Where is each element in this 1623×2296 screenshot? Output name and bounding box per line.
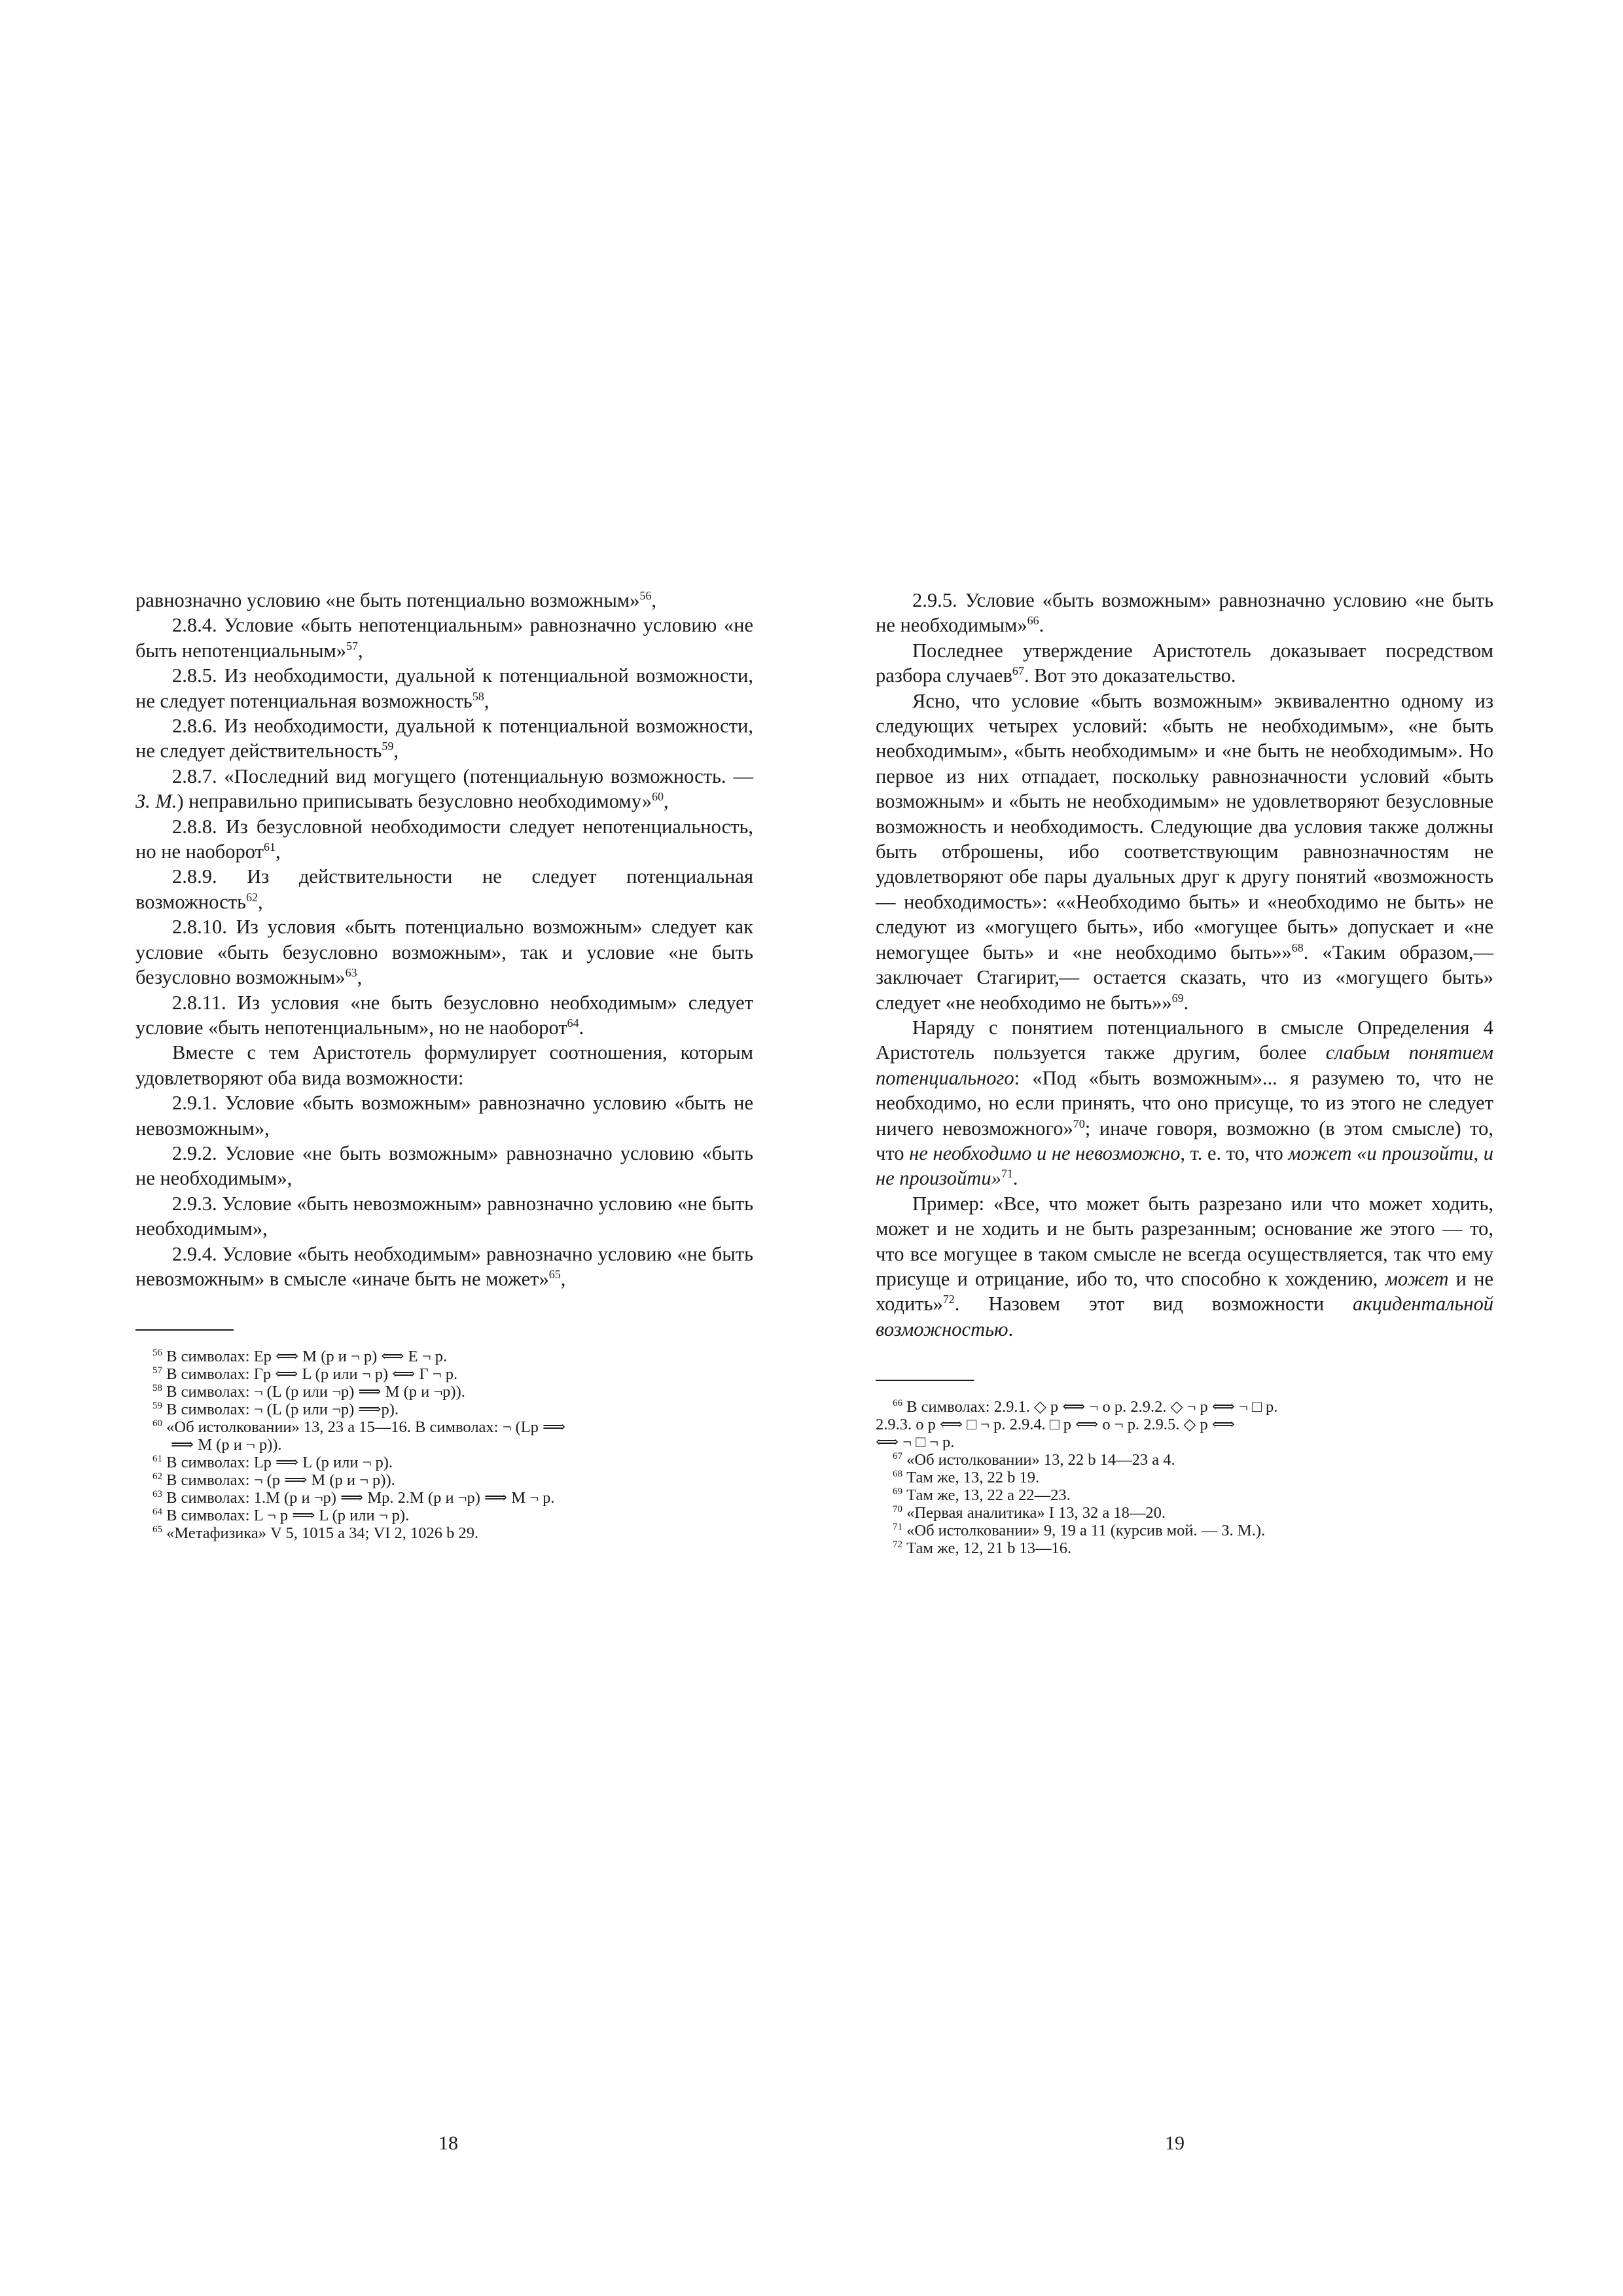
- text-run: 2.9.2. Условие «не быть возможным» равнозначно условию «быть не необходимым»,: [135, 1141, 753, 1190]
- paragraph: [135, 990, 753, 1041]
- text-run: .: [1183, 991, 1189, 1014]
- paragraph: [135, 613, 753, 663]
- footnote: [135, 1489, 753, 1507]
- italic-text: З. М.: [135, 790, 177, 813]
- footnote-number: 58: [152, 1383, 162, 1394]
- footnote-number: 61: [152, 1454, 162, 1465]
- right-footnote-rule: [876, 1380, 974, 1381]
- footnote-text: Там же, 13, 22 а 22—23.: [906, 1486, 1071, 1505]
- footnote-text: В символах: 1.M (p и ¬p) ⟹ Mp. 2.M (p и ¬p) ⟹ M ¬ p.: [166, 1489, 555, 1507]
- paragraph: [135, 1040, 753, 1090]
- text-run: .: [579, 1016, 584, 1039]
- footnote-text: В символах: L ¬ p ⟹ L (p или ¬ p).: [166, 1507, 410, 1525]
- footnote: [135, 1524, 753, 1542]
- footnote-text: Там же, 12, 21 b 13—16.: [906, 1539, 1072, 1558]
- text-run: .: [1008, 1318, 1014, 1340]
- footnote: [876, 1504, 1493, 1522]
- paragraph: [135, 814, 753, 865]
- paragraph: [135, 1191, 753, 1242]
- footnote-text: ⟺ ¬ □ ¬ p.: [876, 1433, 955, 1452]
- footnote-ref: 71: [1001, 1167, 1013, 1181]
- text-run: 2.9.1. Условие «быть возможным» равнозначно условию «быть не невозможным»,: [135, 1092, 753, 1139]
- text-run: 2.8.9. Из действительности не следует потенциальная возможность: [135, 865, 753, 913]
- paragraph: [135, 1141, 753, 1191]
- page-number-left: 18: [438, 2132, 458, 2154]
- left-body-text: [135, 588, 753, 1291]
- paragraph: [135, 713, 753, 764]
- footnote-text: В символах: ¬ (L (p или ¬p) ⟹ M (p и ¬p)).: [166, 1383, 465, 1401]
- text-run: и не ходить»: [876, 1267, 1493, 1316]
- text-run: ,: [484, 689, 490, 712]
- footnote: [135, 1418, 753, 1436]
- footnote-text: «Об истолковании» 13, 23 а 15—16. В символах: ¬ (Lp ⟹: [166, 1418, 566, 1437]
- footnote-ref: 63: [345, 965, 357, 979]
- italic-text: слабым понятием потенциального: [876, 1041, 1493, 1089]
- footnote-text: В символах: Гp ⟺ L (p или ¬ p) ⟺ Г ¬ p.: [166, 1365, 458, 1384]
- footnote-ref: 59: [382, 740, 394, 753]
- italic-text: не необходимо и не невозможно: [909, 1141, 1181, 1164]
- footnote: [876, 1451, 1493, 1469]
- text-run: ; иначе говоря, возможно (в этом смысле) то, что: [876, 1117, 1493, 1164]
- text-run: ,: [358, 639, 363, 662]
- text-run: ) неправильно приписывать безусловно необходимому»: [177, 790, 652, 813]
- left-page: [135, 588, 753, 1542]
- footnote-number: 62: [152, 1471, 162, 1482]
- footnote-text: В символах: ¬ (p ⟹ M (p и ¬ p)).: [166, 1471, 395, 1490]
- footnote-text: «Об истолковании» 9, 19 а 11 (курсив мой. — З. М.).: [906, 1522, 1266, 1540]
- text-run: ,: [663, 790, 669, 813]
- footnote-ref: 60: [651, 790, 664, 804]
- footnote: [876, 1522, 1493, 1539]
- text-run: Пример: «Все, что может быть разрезано или что может ходить, может и не ходить и не быть разрезанным; основание же этого — то, что все могущее в таком смысле не всегда осуществляется, так что ему присуще и отрицание, ибо то, что способно к хождению,: [876, 1192, 1493, 1290]
- text-run: 2.9.3. Условие «быть невозможным» равнозначно условию «не быть необходимым»,: [135, 1192, 753, 1240]
- footnote: [135, 1454, 753, 1471]
- footnote-number: 68: [893, 1469, 902, 1480]
- text-run: 2.8.10. Из условия «быть потенциально возможным» следует как условие «быть безусловно возможным», так и условие «не быть безусловно возможным»: [135, 916, 753, 989]
- footnote-number: 69: [893, 1486, 902, 1498]
- paragraph: [135, 864, 753, 914]
- italic-text: может: [1385, 1267, 1449, 1290]
- text-run: ,: [258, 890, 263, 913]
- text-run: Последнее утверждение Аристотель доказывает посредством разбора случаев: [876, 639, 1493, 687]
- text-run: равнозначно условию «не быть потенциально возможным»: [135, 589, 640, 611]
- footnote-ref: 68: [1291, 941, 1304, 954]
- text-run: : «Под «быть возможным»... я разумею то, что не необходимо, но если принять, что оно присуще, то из этого не следует ничего невозможного»: [876, 1066, 1493, 1139]
- footnote-number: 57: [152, 1365, 162, 1376]
- footnote-ref: 61: [264, 840, 276, 853]
- text-run: . Назовем этот вид возможности: [954, 1293, 1353, 1316]
- text-run: ,: [393, 740, 399, 762]
- footnote-ref: 56: [639, 588, 652, 602]
- footnote-ref: 64: [567, 1016, 579, 1030]
- text-run: . Вот это доказательство.: [1024, 664, 1236, 687]
- text-run: 2.8.7. «Последний вид могущего (потенциальную возможность. —: [172, 764, 753, 787]
- text-run: ,: [276, 840, 281, 863]
- footnote-ref: 70: [1073, 1117, 1085, 1130]
- right-footnotes: [876, 1398, 1493, 1557]
- footnote: [876, 1469, 1493, 1486]
- footnote: [135, 1383, 753, 1401]
- text-run: 2.9.4. Условие «быть необходимым» равнозначно условию «не быть невозможным» в смысле «иначе быть не может»: [135, 1242, 753, 1290]
- footnote-number: 67: [893, 1451, 902, 1462]
- footnote-number: 56: [152, 1348, 162, 1359]
- footnote-ref: 58: [472, 689, 484, 703]
- text-run: ,: [651, 589, 657, 611]
- text-run: 2.8.4. Условие «быть непотенциальным» равнозначно условию «не быть непотенциальным»: [135, 614, 753, 662]
- paragraph: [135, 1242, 753, 1292]
- footnote-number: 70: [893, 1504, 902, 1515]
- footnote-ref: 67: [1012, 664, 1024, 678]
- text-run: 2.8.6. Из необходимости, дуальной к потенциальной возможности, не следует действительность: [135, 715, 753, 762]
- right-page: [876, 588, 1493, 1557]
- text-run: ,: [560, 1267, 566, 1290]
- footnote-ref: 72: [942, 1293, 955, 1306]
- footnote-ref: 66: [1027, 614, 1039, 628]
- footnote: [876, 1433, 1493, 1451]
- footnote-number: 71: [893, 1522, 902, 1533]
- text-run: 2.8.8. Из безусловной необходимости следует непотенциальность, но не наоборот: [135, 815, 753, 863]
- footnote-ref: 57: [346, 639, 359, 653]
- footnote-text: В символах: Lp ⟹ L (p или ¬ p).: [166, 1454, 393, 1472]
- footnote-text: «Об истолковании» 13, 22 b 14—23 а 4.: [906, 1451, 1175, 1469]
- paragraph: [135, 1090, 753, 1141]
- text-run: 2.8.5. Из необходимости, дуальной к потенциальной возможности, не следует потенциальная возможность: [135, 664, 753, 712]
- text-run: 2.9.5. Условие «быть возможным» равнозначно условию «не быть не необходимым»: [876, 589, 1493, 637]
- footnote-text: В символах: Ep ⟺ M (p и ¬ p) ⟺ E ¬ p.: [166, 1348, 448, 1366]
- footnote-number: 72: [893, 1539, 902, 1551]
- footnote-ref: 65: [548, 1267, 561, 1281]
- paragraph: [876, 1015, 1493, 1191]
- footnote: [135, 1401, 753, 1418]
- footnote-number: 60: [152, 1418, 162, 1429]
- paragraph: [135, 914, 753, 990]
- text-run: 2.8.11. Из условия «не быть безусловно необходимым» следует условие «быть непотенциальным», но не наоборот: [135, 991, 753, 1039]
- left-footnotes: [135, 1348, 753, 1542]
- footnote-number: 64: [152, 1507, 162, 1518]
- text-run: ,: [357, 966, 363, 989]
- italic-text: может «и произойти, и не произойти»: [876, 1141, 1493, 1190]
- footnote-text: Там же, 13, 22 b 19.: [906, 1469, 1040, 1487]
- paragraph: [876, 1191, 1493, 1342]
- footnote-text: 2.9.3. o p ⟺ □ ¬ p. 2.9.4. □ p ⟺ o ¬ p. 2.9.5. ◇ p ⟺: [876, 1416, 1235, 1434]
- italic-text: акцидентальной возможностью: [876, 1293, 1493, 1340]
- paragraph: [876, 689, 1493, 1015]
- paragraph: [135, 588, 753, 613]
- text-run: . «Таким образом,— заключает Стагирит,— остается сказать, что из «могущего быть» следует «не необходимо не быть»»: [876, 941, 1493, 1014]
- paragraph: [876, 588, 1493, 638]
- page-number-right: 19: [1165, 2132, 1185, 2154]
- footnote: [135, 1348, 753, 1365]
- footnote-number: 63: [152, 1489, 162, 1500]
- footnote: [876, 1486, 1493, 1504]
- footnote-ref: 69: [1171, 991, 1184, 1005]
- text-run: .: [1012, 1167, 1018, 1190]
- footnote: [876, 1398, 1493, 1416]
- footnote: [135, 1436, 753, 1454]
- footnote-text: В символах: 2.9.1. ◇ p ⟺ ¬ o p. 2.9.2. ◇ ¬ p ⟺ ¬ □ p.: [906, 1398, 1278, 1416]
- text-run: , т. е. то, что: [1180, 1141, 1289, 1164]
- text-run: .: [1039, 614, 1044, 637]
- text-run: Ясно, что условие «быть возможным» эквивалентно одному из следующих четырех условий: «быть не необходимым», «не быть необходимым», «быть необходимым» и «не быть не необходимым». Но первое из них отпадает, поскольку равнозначности условий «быть возможным» и «быть не необходимым» не удовлетворяют безусловные возможность и необходимость. Следующие два условия также должны быть отброшены, ибо соответствующим равнозначностям не удовлетворяют обе пары дуальных друг к другу понятий «возможность — необходимость»: ««Необходимо быть» и «необходимо не быть» не следуют из «могущего быть», ибо «могущее быть» допускает и «не немогущее быть» и «не необходимо быть»»: [876, 689, 1493, 963]
- footnote: [135, 1507, 753, 1524]
- footnote: [876, 1539, 1493, 1557]
- left-footnote-rule: [135, 1329, 234, 1331]
- footnote-text: «Метафизика» V 5, 1015 а 34; VI 2, 1026 b 29.: [166, 1524, 479, 1543]
- footnote-text: В символах: ¬ (L (p или ¬p) ⟹p).: [166, 1401, 399, 1419]
- footnote-text: ⟹ M (p и ¬ p)).: [171, 1436, 282, 1454]
- footnote-number: 59: [152, 1401, 162, 1412]
- footnote: [135, 1471, 753, 1489]
- paragraph: [876, 638, 1493, 689]
- footnote-text: «Первая аналитика» I 13, 32 а 18—20.: [906, 1504, 1166, 1522]
- footnote: [876, 1416, 1493, 1433]
- text-run: Наряду с понятием потенциального в смысле Определения 4 Аристотель пользуется также другим, более: [876, 1016, 1493, 1064]
- paragraph: [135, 764, 753, 814]
- footnote-ref: 62: [246, 890, 259, 904]
- right-body-text: [876, 588, 1493, 1342]
- footnote-number: 66: [893, 1398, 902, 1409]
- paragraph: [135, 663, 753, 713]
- text-run: Вместе с тем Аристотель формулирует соотношения, которым удовлетворяют оба вида возможности:: [135, 1041, 753, 1089]
- footnote-number: 65: [152, 1524, 162, 1535]
- footnote: [135, 1365, 753, 1383]
